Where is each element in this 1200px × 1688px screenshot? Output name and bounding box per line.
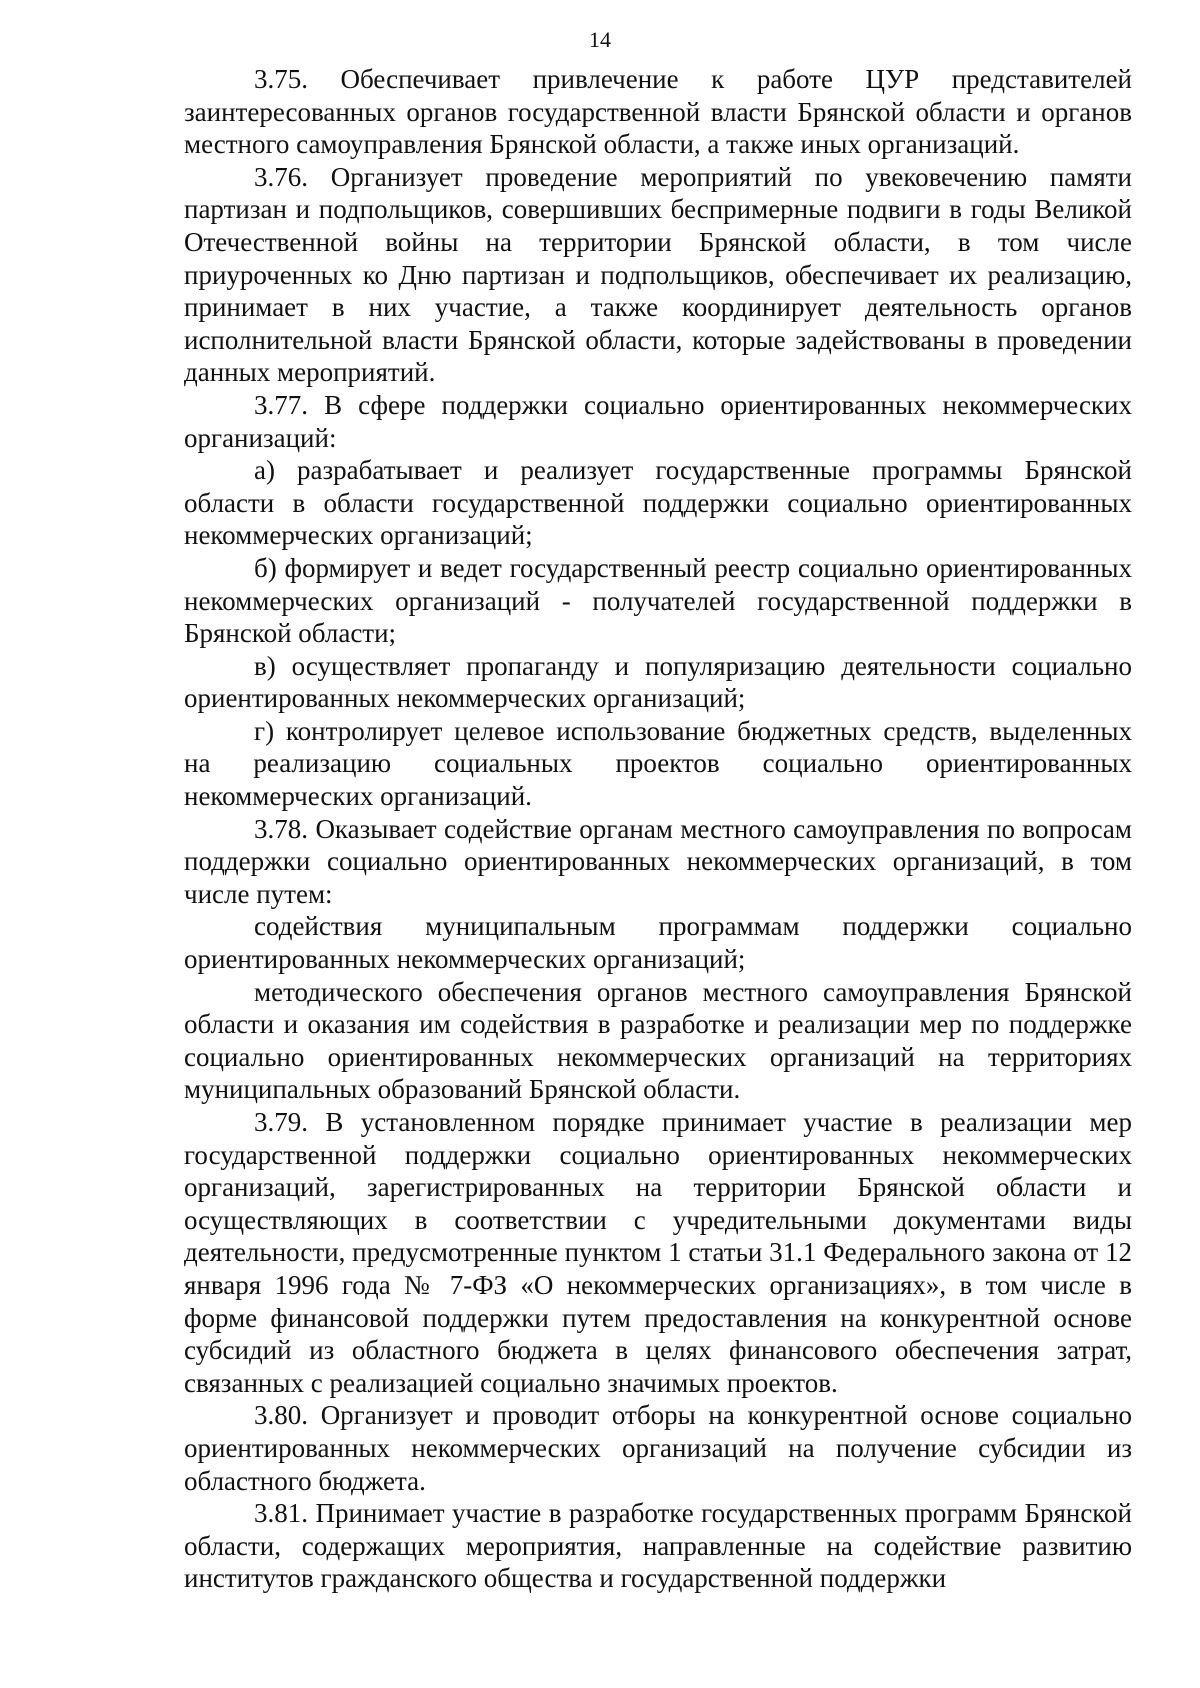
paragraph-3-77: 3.77. В сфере поддержки социально ориентированных некоммерческих организаций: [184,389,1132,453]
paragraph-3-80: 3.80. Организует и проводит отборы на конкурентной основе социально ориентированных некоммерческих организаций на получение субсидии из областного бюджета. [184,1400,1132,1496]
paragraph-3-76: 3.76. Организует проведение мероприятий по увековечению памяти партизан и подпольщиков, совершивших беспримерные подвиги в годы Великой Отечественной войны на территории Брянской области, в том числе приуроченных ко Дню партизан и подпольщиков, обеспечивает их реализацию, принимает в них участие, а также координирует деятельность органов исполнительной власти Брянской области, которые задействованы в проведении данных мероприятий. [184,161,1132,388]
document-body [184,63,1132,1595]
paragraph-3-79: 3.79. В установленном порядке принимает участие в реализации мер государственной поддержки социально ориентированных некоммерческих организаций, зарегистрированных на территории Брянской области и осуществляющих в соответствии с учредительными документами виды деятельности, предусмотренные пунктом 1 статьи 31.1 Федерального закона от 12 января 1996 года № 7-ФЗ «О некоммерческих организациях», в том числе в форме финансовой поддержки путем предоставления на конкурентной основе субсидий из областного бюджета в целях финансового обеспечения затрат, связанных с реализацией социально значимых проектов. [184,1107,1132,1398]
paragraph-3-75: 3.75. Обеспечивает привлечение к работе ЦУР представителей заинтересованных органов государственной власти Брянской области и органов местного самоуправления Брянской области, а также иных организаций. [184,64,1132,160]
paragraph-3-78-item-1: содействия муниципальным программам поддержки социально ориентированных некоммерческих организаций; [184,911,1132,975]
paragraph-3-77-g: г) контролирует целевое использование бюджетных средств, выделенных на реализацию социальных проектов социально ориентированных некоммерческих организаций. [184,715,1132,812]
page-number: 14 [589,27,611,52]
paragraph-3-81: 3.81. Принимает участие в разработке государственных программ Брянской области, содержащих мероприятия, направленные на содействие развитию институтов гражданского общества и государственной поддержки [184,1498,1132,1594]
paragraph-3-77-v: в) осуществляет пропаганду и популяризацию деятельности социально ориентированных некоммерческих организаций; [184,650,1132,714]
paragraph-3-77-a: а) разрабатывает и реализует государственные программы Брянской области в области государственной поддержки социально ориентированных некоммерческих организаций; [184,455,1132,551]
paragraph-3-78-item-2: методического обеспечения органов местного самоуправления Брянской области и оказания им содействия в разработке и реализации мер по поддержке социально ориентированных некоммерческих организаций на территориях муниципальных образований Брянской области. [184,976,1132,1105]
paragraph-3-77-b: б) формирует и ведет государственный реестр социально ориентированных некоммерческих организаций - получателей государственной поддержки в Брянской области; [184,552,1132,649]
paragraph-3-78: 3.78. Оказывает содействие органам местного самоуправления по вопросам поддержки социально ориентированных некоммерческих организаций, в том числе путем: [184,813,1132,909]
